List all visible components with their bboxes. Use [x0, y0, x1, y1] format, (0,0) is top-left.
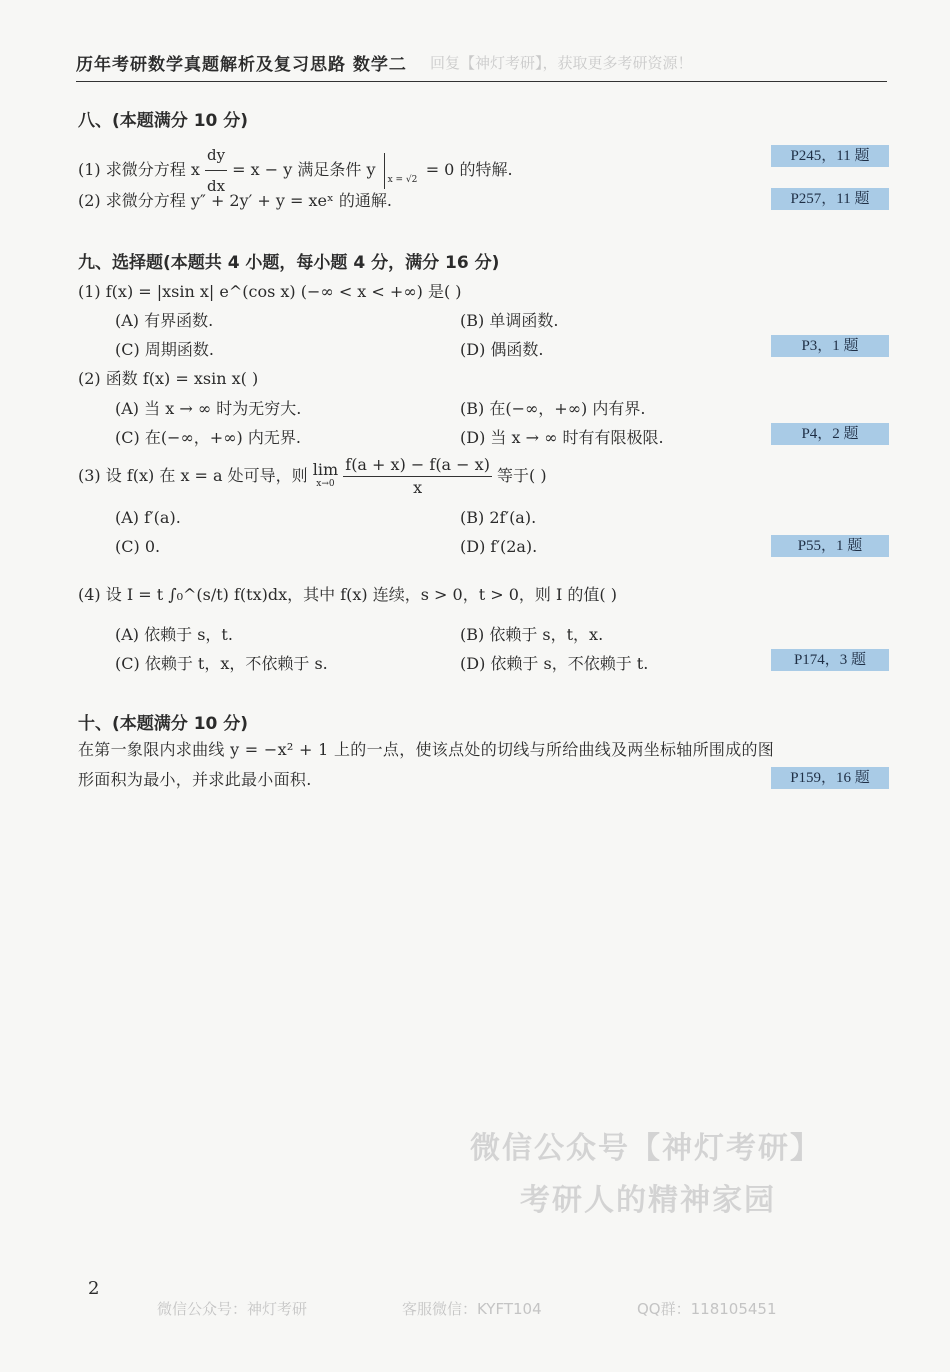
ref-badge-8-1: P245，11 题	[771, 145, 889, 167]
s9-q4-option-c: (C) 依赖于 t，x，不依赖于 s.	[115, 654, 328, 673]
q3-frac-num: f(a + x) − f(a − x)	[343, 454, 492, 477]
ref-badge-9-3: P55，1 题	[771, 535, 889, 557]
s9-q4-option-b: (B) 依赖于 s，t，x.	[460, 625, 604, 644]
q3-lim-sub: x→0	[316, 478, 335, 489]
watermark-line-1: 微信公众号【神灯考研】	[470, 1131, 822, 1166]
ref-badge-9-1: P3，1 题	[771, 335, 889, 357]
s9-question-2: (2) 函数 f(x) = xsin x( )	[78, 369, 259, 388]
footer-wechat: 微信公众号：神灯考研	[157, 1300, 308, 1318]
footer-service: 客服微信：KYFT104	[402, 1300, 542, 1318]
s9-q1-option-a: (A) 有界函数.	[115, 311, 214, 330]
s9-question-4: (4) 设 I = t ∫₀^(s/t) f(tx)dx，其中 f(x) 连续，s > 0，t > 0，则 I 的值( )	[78, 585, 617, 604]
s9-q2-option-a: (A) 当 x → ∞ 时为无穷大.	[115, 399, 302, 418]
ref-badge-10: P159，16 题	[771, 767, 889, 789]
q3-frac-den: x	[413, 478, 423, 497]
q3-fraction	[343, 454, 492, 499]
s9-q1-option-c: (C) 周期函数.	[115, 340, 214, 359]
s9-q4-option-a: (A) 依赖于 s，t.	[115, 625, 233, 644]
q3-suffix: 等于( )	[497, 466, 547, 485]
watermark-line-2: 考研人的精神家园	[520, 1183, 776, 1218]
s9-q1-option-d: (D) 偶函数.	[460, 340, 544, 359]
header-watermark: 回复【神灯考研】，获取更多考研资源！	[430, 54, 693, 72]
ref-badge-9-4: P174，3 题	[771, 649, 889, 671]
q1-condition: x = √2	[387, 174, 418, 185]
q1-frac-num: dy	[205, 140, 227, 171]
section-8-title: 八、(本题满分 10 分)	[78, 111, 249, 131]
q1-eval-bar	[384, 153, 421, 189]
ref-badge-9-2: P4，2 题	[771, 423, 889, 445]
section-8-question-2: (2) 求微分方程 y″ + 2y′ + y = xeˣ 的通解.	[78, 191, 392, 210]
ref-badge-8-2: P257，11 题	[771, 188, 889, 210]
q1-mid: = x − y 满足条件 y	[232, 160, 376, 179]
s9-question-3	[78, 454, 547, 499]
s9-q3-option-d: (D) f′(2a).	[460, 537, 538, 556]
page-number: 2	[88, 1278, 100, 1299]
footer-qq: QQ群：118105451	[637, 1300, 777, 1318]
section-10-title: 十、(本题满分 10 分)	[78, 714, 249, 734]
q3-limit	[312, 459, 339, 491]
s9-q3-option-a: (A) f′(a).	[115, 508, 181, 527]
header-rule	[76, 81, 887, 82]
s9-q3-option-c: (C) 0.	[115, 537, 161, 556]
s9-q3-option-b: (B) 2f′(a).	[460, 508, 537, 527]
section-9-title: 九、选择题(本题共 4 小题，每小题 4 分，满分 16 分)	[78, 253, 500, 273]
s9-q2-option-c: (C) 在(−∞，+∞) 内无界.	[115, 428, 301, 447]
page-header-title: 历年考研数学真题解析及复习思路 数学二	[76, 55, 407, 75]
s9-q1-option-b: (B) 单调函数.	[460, 311, 559, 330]
s9-q2-option-b: (B) 在(−∞，+∞) 内有界.	[460, 399, 646, 418]
s9-question-1: (1) f(x) = |xsin x| e^(cos x) (−∞ < x < +∞) 是( )	[78, 282, 462, 301]
q3-prefix: (3) 设 f(x) 在 x = a 处可导，则	[78, 466, 308, 485]
q3-lim: lim	[312, 459, 339, 479]
section-10-body: 在第一象限内求曲线 y = −x² + 1 上的一点，使该点处的切线与所给曲线及两坐标轴所围成的图形面积为最小，并求此最小面积.	[78, 740, 775, 789]
s9-q2-option-d: (D) 当 x → ∞ 时有有限极限.	[460, 428, 664, 447]
q1-suffix: = 0 的特解.	[425, 160, 513, 179]
q1-frac-den: dx	[206, 177, 226, 195]
q1-prefix: (1) 求微分方程 x	[78, 160, 200, 179]
s9-q4-option-d: (D) 依赖于 s，不依赖于 t.	[460, 654, 649, 673]
